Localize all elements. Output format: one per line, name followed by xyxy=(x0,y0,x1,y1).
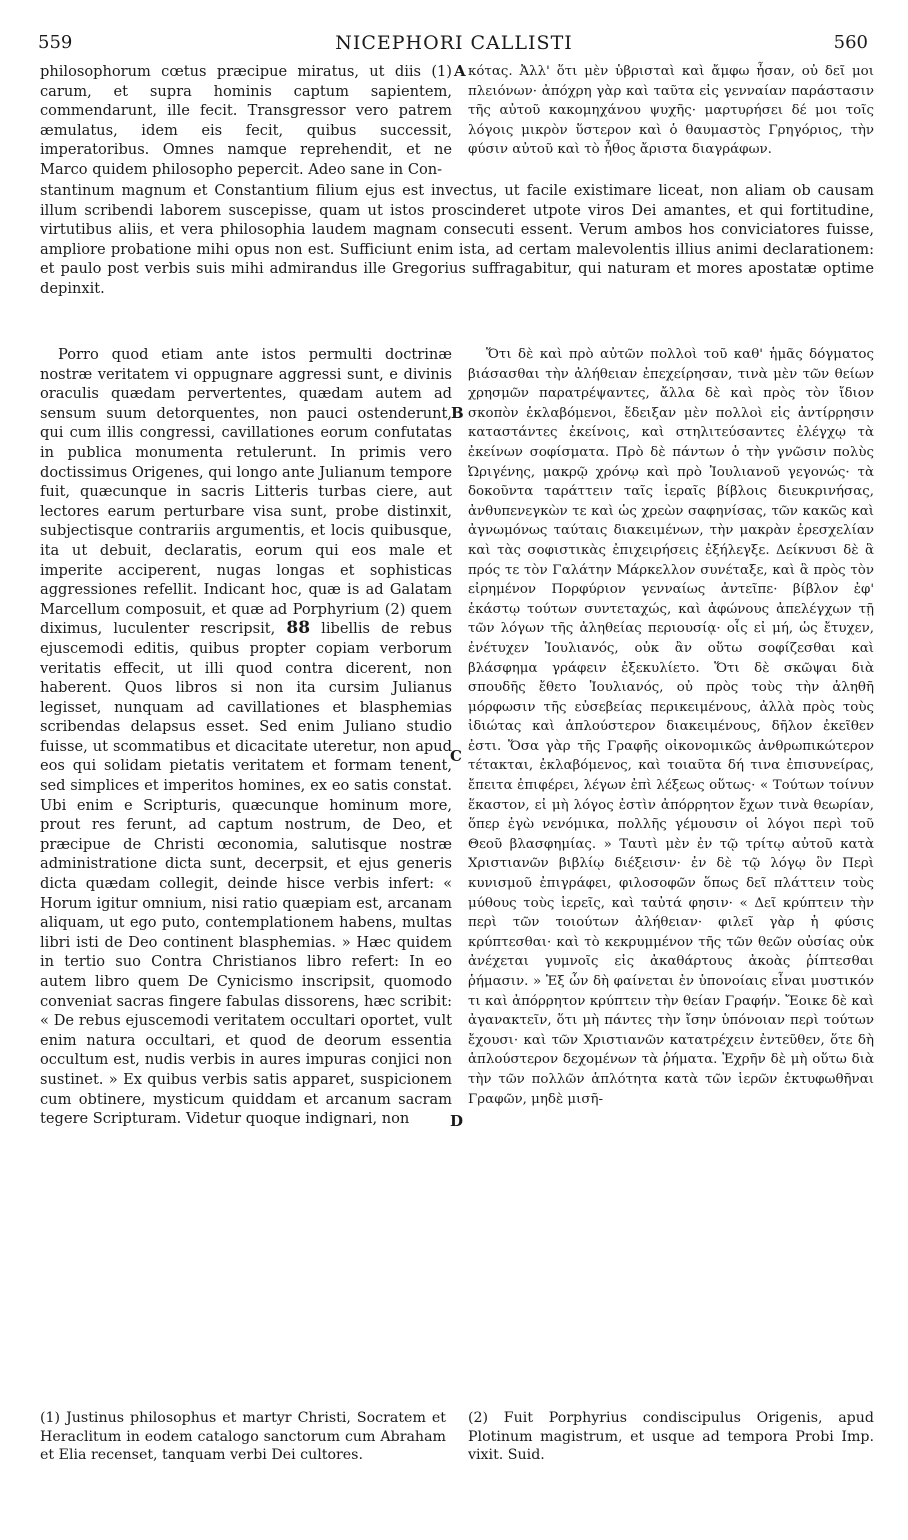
greek-column-top xyxy=(468,62,874,160)
page-number-left: 559 xyxy=(38,32,73,53)
latin-column-top xyxy=(40,62,452,180)
page-header xyxy=(0,32,908,60)
margin-marker-a: A xyxy=(454,62,466,80)
footnote-1 xyxy=(40,1395,446,1479)
footnote-1-text: (1) Justinus philosophus et martyr Christi, Socratem et Heraclitum in eodem catalogo sanctorum cum Abraham et Elia recenset, tanquam verbi Dei cultores. xyxy=(40,1410,446,1463)
latin-column-main xyxy=(40,345,452,1129)
greek-main-text: Ὅτι δὲ καὶ πρὸ αὐτῶν πολλοὶ τοῦ καθ' ἡμᾶς δόγματος βιάσασθαι τὴν ἀλήθειαν ἐπεχείρησαν, τινὰ μὲν τῶν θείων χρησμῶν παρατρέψαντες, ἄλλα δὲ καὶ πρὸς τὸν ἴδιον σκοπὸν ἐκλαβόμενοι, ἔδειξαν μὲν πολλοὶ εἰς ἀντίρρησιν καταστάντες ἐκείνοις, καὶ στηλιτεύσαντες ἐλέγχῳ τὰ ἐκείνων σοφίσματα. Πρὸ δὲ πάντων ὁ τὴν γνῶσιν πολὺς Ὠριγένης, μακρῷ χρόνῳ καὶ πρὸ Ἰουλιανοῦ γεγονώς· τὰ δοκοῦντα ταράττειν ταῖς ἱεραῖς βίβλοις διευκρινήσας, ἀνθυπενεγκὼν τε καὶ ὡς χρεὼν σαφηνίσας, τῶν κακῶς καὶ ἀγνωμόνως ταύταις διακειμένων, τὴν μακρὰν ἐρεσχελίαν καὶ τὰς σοφιστικὰς ἐπιχειρήσεις ἐξήλεγξε. Δείκνυσι δὲ ἃ πρός τε τὸν Γαλάτην Μάρκελλον συνέταξε, καὶ ἃ πρὸς τὸν εἰρημένον Πορφύριον γενναίως ἀντεῖπε· βίβλον ἐφ' ἑκάστῳ τούτων συντεταχώς, καὶ ἀφώνους ἀπελέγχων τῇ τῶν λόγων τῆς ἀληθείας περιουσίᾳ· οἷς εἰ μή, ὡς ἔτυχεν, ἐνέτυχεν Ἰουλιανός, οὐκ ἂν οὕτω σοφίζεσθαι καὶ βλάσφημα γράφειν ἐξεκυλίετο. Ὅτι δὲ σκῶψαι διὰ σπουδῆς ἔθετο Ἰουλιανός, οὐ πρὸς τοὺς τὴν ἀληθῆ μόρφωσιν τῆς εὐσεβείας περικειμένους, ἀλλὰ πρὸς τοὺς ἰδιώτας καὶ ἁπλούστερον διακειμένους, δῆλον ἐκεῖθεν ἐστι. Ὅσα γὰρ τῆς Γραφῆς οἰκονομικῶς ἀνθρωπικώτερον τέτακται, ἐκλαβόμενος, καὶ τοιαῦτα δή τινα ἐπισυνείρας, ἔπειτα ἐπιφέρει, λέγων ἐπὶ λέξεως οὕτως· « Τούτων τοίνυν ἕκαστον, εἰ μὴ λόγος ἐστὶν ἀπόρρητον ἔχων τινὰ θεωρίαν, ὅπερ ἐγὼ νενόμικα, πολλῆς γέμουσιν οἱ λόγοι περὶ τοῦ Θεοῦ βλασφημίας. » Ταυτὶ μὲν ἐν τῷ τρίτῳ αὐτοῦ κατὰ Χριστιανῶν βιβλίῳ διέξεισιν· ἐν δὲ τῷ λόγῳ ὃν Περὶ κυνισμοῦ ἐπιγράφει, φιλοσοφῶν ὅπως δεῖ πλάττειν τοὺς μύθους τοὺς ἱερεῖς, καὶ ταὐτά φησιν· « Δεῖ κρύπτειν τὴν περὶ τῶν τοιούτων ἀλήθειαν· φιλεῖ γὰρ ἡ φύσις κρύπτεσθαι· καὶ τὸ κεκρυμμένον τῆς τῶν θεῶν οὐσίας οὐκ ἀνέχεται γυμνοῖς εἰς ἀκαθάρτους ἀκοὰς ῥίπτεσθαι ῥήμασιν. » Ἐξ ὧν δὴ φαίνεται ἐν ὑπονοίαις εἶναι μυστικόν τι καὶ ἀπόρρητον κρύπτειν τὴν θείαν Γραφήν. Ἔοικε δὲ καὶ ἀγανακτεῖν, ὅτι μὴ πάντες τὴν ἴσην ὑπόνοιαν περὶ τούτων ἔχουσι· καὶ τῶν Χριστιανῶν κατατρέχειν ἐντεῦθεν, ὅτε δὴ ἁπλούστερον δεχομένων τὰ ῥήματα. Ἐχρῆν δὲ μὴ οὕτω διὰ τὴν τῶν πολλῶν ἁπλότητα κατὰ τῶν ἱερῶν ἐκτυφωθῆναι Γραφῶν, μηδὲ μισῆ- xyxy=(468,347,874,1107)
margin-marker-d: D xyxy=(450,1112,464,1130)
footnote-2 xyxy=(468,1395,874,1479)
latin-main-paragraph xyxy=(40,345,452,1129)
margin-marker-c: C xyxy=(450,747,462,765)
running-title: NICEPHORI CALLISTI xyxy=(335,32,573,54)
latin-top-text: philosophorum cœtus præcipue miratus, ut diis (1) carum, et supra hominis captum sapientem, commendarunt, ille fecit. Transgressor vero patrem æmulatus, idem eis fecit, quibus successit, imperatoribus. Omnes namque reprehendit, et ne Marco quidem philosopho pepercit. Adeo sane in Con- xyxy=(40,63,452,178)
latin-full-width-block xyxy=(40,181,874,299)
margin-marker-b: B xyxy=(451,404,464,422)
footnote-2-text: (2) Fuit Porphyrius condiscipulus Origenis, apud Plotinum magistrum, et usque ad tempora Probi Imp. vixit. Suid. xyxy=(468,1410,874,1463)
greek-top-text: κότας. Ἀλλ' ὅτι μὲν ὑβρισταὶ καὶ ἄμφω ἦσαν, οὐ δεῖ μοι πλειόνων· ἀπόχρη γὰρ καὶ ταῦτα εἰς γενναίαν παράστασιν τῆς αὐτοῦ κακομηχάνου ψυχῆς· μαρτυρήσει δέ μοι τοῖς λόγοις μικρὸν ὕστερον καὶ ὁ θαυμαστὸς Γρηγόριος, τὴν φύσιν αὐτοῦ καὶ τὸ ἦθος ἄριστα διαγράφων. xyxy=(468,64,874,158)
latin-main-text-b: libellis de rebus ejuscemodi editis, quibus propter copiam verborum veritatis effecit, ut illi quod contra dicerent, non haberent. Quos libros si non ita cursim Julianus legisset, nunquam ad cavillationes et blasphemias scribendas delapsus esset. Sed enim Juliano studio fuisse, ut scommatibus et dicacitate uteretur, non apud eos qui solidam pietatis veritatem et formam tenent, sed simplices et imperitos homines, ex eo satis constat. Ubi enim e Scripturis, quæcunque hominum more, prout res ferunt, ad captum nostrum, de Deo, et præcipue de Christi œconomia, salutisque nostræ administratione dicta sunt, decerpsit, et ejus generis dicta quædam collegit, deinde hisce verbis infert: « Horum igitur omnium, nisi ratio quæpiam est, arcanam aliquam, ut ego puto, contemplationem habens, multas libri isti de Deo continent blasphemias. » Hæc quidem in tertio suo Contra Christianos libro refert: In eo autem libro quem De Cynicismo inscripsit, quomodo conveniat sacras fingere fabulas dissorens, hæc scribit: « De rebus ejuscemodi veritatem occultari oportet, vult enim natura occultari, et quod de deorum essentia occultum est, nudis verbis in aures impuras conjici non sustinet. » Ex quibus verbis satis apparet, suspicionem cum obtinere, mysticum quiddam et arcanum sacram tegere Scripturam. Videtur quoque indignari, non xyxy=(40,620,453,1128)
latin-main-text-a: Porro quod etiam ante istos permulti doctrinæ nostræ veritatem vi oppugnare aggressi sunt, e divinis oraculis quædam pervertentes, quædam autem ad sensum suum detorquentes, non pauci ostenderunt, qui cum illis congressi, cavillationes eorum confutatas in publica monumenta retulerunt. In primis vero doctissimus Origenes, qui longo ante Julianum tempore fuit, quæcunque in sacris Litteris turbas ciere, aut lectores earum perturbare visa sunt, probe distinxit, subjectisque contrariis argumentis, et locis quibusque, ita ut debuit, declaratis, eorum qui eos male et imperite acciperent, nugas longas et sophisticas aggressiones refellit. Indicant hoc, quæ is ad Galatam Marcellum composuit, et quæ ad Porphyrium (2) quem diximus, luculenter rescripsit, xyxy=(40,346,452,638)
greek-column-main xyxy=(468,345,874,1109)
page-number-right: 560 xyxy=(833,32,868,53)
latin-full-text: stantinum magnum et Constantium filium ejus est invectus, ut facile existimare liceat, non aliam ob causam illum scribendi laborem suscepisse, quam ut istos proscinderet utpote viros Dei amantes, et qui fortitudine, virtutibus aliis, et vera philosophia laudem magnam consecuti essent. Verum ambos hos conviciatores fuisse, ampliore probatione mihi opus non est. Sufficiunt enim ista, ad certam malevolentis illius animi declarationem: et paulo post verbis suis mihi admirandus ille Gregorius suffragabitur, qui naturam et mores apostatæ optime depinxit. xyxy=(40,182,874,297)
column-number: 88 xyxy=(286,618,311,639)
